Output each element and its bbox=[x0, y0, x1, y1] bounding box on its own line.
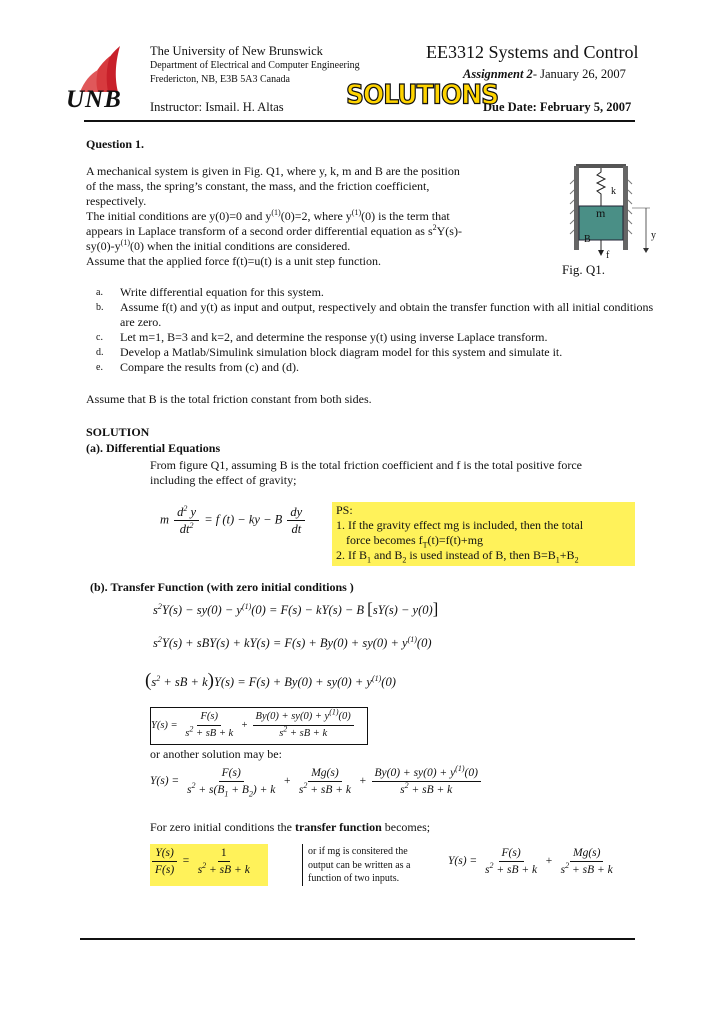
equation-4: Y(s) = $\frac{F(s)}{s^2 + s(B_1 + B_2) + k}$ + $\frac{Mg(s)}{s^2 + sB + k}$ + $\frac{By(0) + sy(0) + y^{(1)}(0)}{s^2 + sB + k}$ bbox=[150, 766, 483, 797]
part-b-title: (b). Transfer Function (with zero initial conditions ) bbox=[90, 580, 354, 594]
label-f: f bbox=[606, 250, 610, 261]
address: Fredericton, NB, E3B 5A3 Canada bbox=[150, 74, 290, 85]
equation-2: $s^2Y(s) + sBY(s) + kY(s) = F(s) + By(0) + sy(0) + y^{(1)}(0)$ bbox=[153, 634, 432, 650]
unb-logo bbox=[66, 42, 136, 114]
label-y: y bbox=[651, 230, 656, 241]
differential-equation: m $\frac{d^2 y}{dt^2}$ = f (t) − ky − B $\frac{dy}{dt}$ bbox=[160, 505, 307, 536]
header-rule bbox=[84, 120, 635, 122]
label-m: m bbox=[596, 206, 606, 220]
solution-title: SOLUTION bbox=[86, 425, 150, 439]
label-k: k bbox=[611, 186, 616, 197]
spring-icon bbox=[597, 168, 605, 206]
figure-caption: Fig. Q1. bbox=[562, 262, 605, 277]
boxed-solution: Y(s) = $\frac{F(s)}{s^2 + sB + k}$ + $\frac{By(0) + sy(0) + y^{(1)}(0)}{s^2 + sB + k}$ bbox=[150, 707, 368, 745]
due-date: Due Date: February 5, 2007 bbox=[483, 100, 632, 114]
question-line: A mechanical system is given in Fig. Q1, where y, k, m and B are the position bbox=[86, 164, 460, 178]
assignment-label: Assignment 2 bbox=[463, 67, 533, 81]
course-title: EE3312 Systems and Control bbox=[426, 42, 639, 62]
side-note: or if mg is consitered the output can be written as a function of two inputs. bbox=[308, 846, 411, 884]
question-title: Question 1. bbox=[86, 137, 145, 151]
university-name: The University of New Brunswick bbox=[150, 44, 323, 58]
question-line: Assume that the applied force f(t)=u(t) is a unit step function. bbox=[86, 254, 382, 268]
assignment-date: - January 26, 2007 bbox=[532, 67, 626, 81]
equation-3: ($s^2$ + sB + $k)Y(s) = F(s) + By(0) + sy(0) + y^{(1)}(0)$ bbox=[145, 670, 396, 691]
list-item: a. Write differential equation for this system. bbox=[96, 285, 324, 299]
list-item: d. Develop a Matlab/Simulink simulation block diagram model for this system and simulate it. bbox=[96, 345, 563, 359]
side-note-divider bbox=[302, 844, 303, 886]
part-a-title: (a). Differential Equations bbox=[86, 441, 221, 455]
question-parts bbox=[86, 285, 656, 375]
equation-1: $s^2Y(s) - sy(0) - y^{(1)}(0) = F(s) - kY(s) - B$ [sY(s) − y(0)] bbox=[153, 599, 439, 618]
unb-logo-text: UNB bbox=[66, 86, 122, 113]
figure-q1 bbox=[566, 160, 666, 275]
footer-rule bbox=[80, 938, 635, 940]
question-text bbox=[86, 164, 526, 269]
another-solution-text: or another solution may be: bbox=[150, 747, 282, 761]
department: Department of Electrical and Computer Engineering bbox=[150, 60, 360, 71]
zero-ic-text: For zero initial conditions the transfer function becomes; bbox=[150, 820, 431, 834]
transfer-function-box: $\frac{Y(s)}{F(s)}$ = $\frac{1}{s^2 + sB + k}$ bbox=[150, 844, 268, 886]
question-note: Assume that B is the total friction constant from both sides. bbox=[86, 392, 372, 406]
question-line: $sy(0)-y^{(1)}(0)$ when the initial conditions are considered. bbox=[86, 238, 351, 253]
solutions-stamp: SOLUTIONS bbox=[346, 79, 499, 110]
instructor: Instructor: Ismail. H. Altas bbox=[150, 100, 284, 114]
list-item: c. Let m=1, B=3 and k=2, and determine the response y(t) using inverse Laplace transform. bbox=[96, 330, 548, 344]
question-line: respectively. bbox=[86, 194, 147, 208]
list-item: e. Compare the results from (c) and (d). bbox=[96, 360, 299, 374]
question-line: The initial conditions are y(0)=0 and $y^{(1)}(0)=2$, where $y^{(1)}(0)$ is the term that bbox=[86, 208, 450, 223]
mass-spring-damper-diagram bbox=[566, 160, 666, 260]
part-a-text: From figure Q1, assuming B is the total friction coefficient and f is the total positive force including the effect of gravity; bbox=[150, 458, 583, 487]
question-line: of the mass, the spring’s constant, the mass, and the friction coefficient, bbox=[86, 179, 430, 193]
ps-note-box: PS: 1. If the gravity effect mg is included, then the total force becomes $f_T(t)=f(t)+mg$ 2. If $B_1$ and $B_2$ is used instead of B, then $B=B_1+B_2$ bbox=[332, 502, 635, 566]
question-line: appears in Laplace transform of a second order differential equation as $s^2Y(s)-$ bbox=[86, 223, 462, 238]
list-item: b. Assume f(t) and y(t) as input and output, respectively and obtain the transfer function with all initial conditions are zero. bbox=[96, 300, 654, 329]
label-b: B bbox=[584, 234, 591, 245]
equation-two-inputs: Y(s) = $\frac{F(s)}{s^2 + sB + k}$ + $\frac{Mg(s)}{s^2 + sB + k}$ bbox=[448, 847, 613, 876]
